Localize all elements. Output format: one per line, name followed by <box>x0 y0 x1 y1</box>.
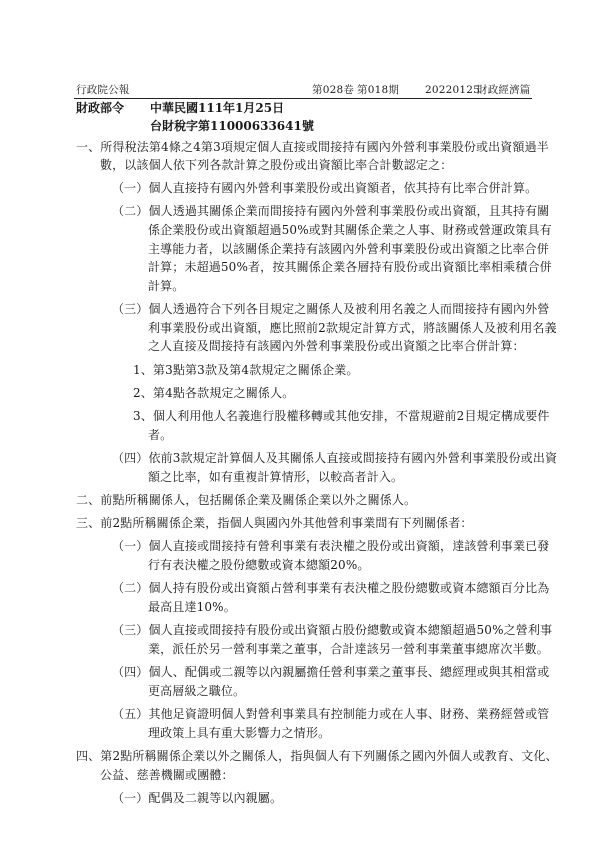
body-line: （三）個人直接或間接持有股份或出資額占股份總數或資本總額超過50%之營利事 <box>112 623 553 637</box>
body-line: 者。 <box>148 428 173 442</box>
issue-date: 20220125 <box>425 84 481 96</box>
body-line: 理政策上具有重大影響力之情形。 <box>148 726 331 740</box>
body-line: 額之比率，如有重複計算情形，以較高者計入。 <box>148 470 404 484</box>
body-line: （一）個人直接或間接持有營利事業有表決權之股份或出資額，達該營利事業已發 <box>112 539 550 553</box>
body-line: 之人直接及間接持有該國內外營利事業股份或出資額之比率合併計算： <box>148 339 525 353</box>
body-line: 公益、慈善機關或團體： <box>100 768 234 782</box>
body-line: （二）個人透過其關係企業而間接持有國內外營利事業股份或出資額，且其持有關 <box>112 204 550 218</box>
body-line: 2、第4點各款規定之關係人。 <box>133 386 295 400</box>
body-line: 計算。 <box>148 279 185 293</box>
body-line: 更高層級之職位。 <box>148 684 246 698</box>
order-date: 中華民國111年1月25日 <box>150 101 285 115</box>
body-line: 計算；未超過50%者，按其關係企業各層持有股份或出資額比率相乘積合併 <box>148 260 552 274</box>
header-rule <box>74 98 532 99</box>
body-line: 行有表決權之股份總數或資本總額20%。 <box>148 558 370 572</box>
body-line: （一）個人直接持有國內外營利事業股份或出資額者，依其持有比率合併計算。 <box>112 181 538 195</box>
body-line: 1、第3點第3款及第4款規定之關係企業。 <box>133 363 359 377</box>
body-line: 數，以該個人依下列各款計算之股份或出資額比率合計數認定之： <box>100 158 453 172</box>
body-line: （三）個人透過符合下列各目規定之關係人及被利用名義之人而間接持有國內外營 <box>112 302 550 316</box>
body-line: 四、第2點所稱關係企業以外之關係人，指與個人有下列關係之國內外個人或教育、文化、 <box>76 749 558 763</box>
body-line: 業，派任於另一營利事業之董事，合計達該另一營利事業董事總席次半數。 <box>148 642 549 656</box>
section-name: 財政經濟篇 <box>477 84 531 96</box>
volume-number: 第028卷 <box>312 84 355 96</box>
issue-number: 第018期 <box>357 84 400 96</box>
body-line: 三、前2點所稱關係企業，指個人與國內外其他營利事業間有下列關係者： <box>76 516 473 530</box>
body-line: 一、所得稅法第4條之4第3項規定個人直接或間接持有國內外營利事業股份或出資額過半 <box>76 140 549 154</box>
issuing-agency: 財政部令 <box>76 101 125 115</box>
body-line: （四）依前3款規定計算個人及其關係人直接或間接持有國內外營利事業股份或出資 <box>112 451 558 465</box>
body-line: 係企業股份或出資額超過50%或對其關係企業之人事、財務或營運政策具有 <box>148 223 552 237</box>
body-line: （一）配偶及二親等以內親屬。 <box>112 791 283 805</box>
body-line: 主導能力者，以該關係企業持有該國內外營利事業股份或出資額之比率合併 <box>148 242 549 256</box>
gazette-title: 行政院公報 <box>76 84 130 96</box>
body-line: 最高且達10%。 <box>148 600 236 614</box>
body-line: （四）個人、配偶或二親等以內親屬擔任營利事業之董事長、總經理或與其相當或 <box>112 665 550 679</box>
body-line: 3、個人利用他人名義進行股權移轉或其他安排，不當規避前2目規定構成要件 <box>133 409 550 423</box>
body-line: （二）個人持有股份或出資額占營利事業有表決權之股份總數或資本總額百分比為 <box>112 581 550 595</box>
body-line: 二、前點所稱關係人，包括關係企業及關係企業以外之關係人。 <box>76 493 417 507</box>
document-number: 台財稅字第11000633641號 <box>150 119 314 133</box>
body-line: 利事業股份或出資額，應比照前2款規定計算方式，將該關係人及被利用名義 <box>148 321 557 335</box>
body-line: （五）其他足資證明個人對營利事業具有控制能力或在人事、財務、業務經營或管 <box>112 707 550 721</box>
